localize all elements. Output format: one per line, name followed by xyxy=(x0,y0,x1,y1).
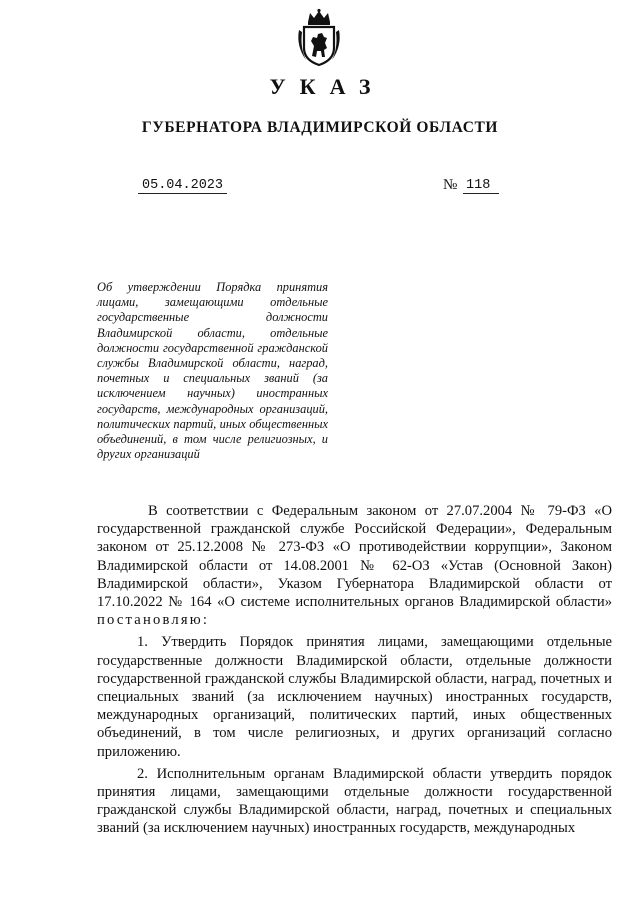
decree-date: 05.04.2023 xyxy=(138,178,227,194)
decree-heading: Об утверждении Порядка принятия лицами, замещающими отдельные государственные должности Владимирской области, отдельные должности государственной гражданской службы Владимирской области, наград, почетных и специальных званий (за исключением научных) иностранных государств, международных организаций, политических партий, иных общественных объединений, в том числе религиозных, и других организаций xyxy=(97,280,328,462)
document-subtitle: ГУБЕРНАТОРА ВЛАДИМИРСКОЙ ОБЛАСТИ xyxy=(141,119,499,136)
item-1-paragraph: 1. Утвердить Порядок принятия лицами, замещающими отдельные государственные должности Владимирской области, отдельные должности государственной гражданской службы Владимирской области, наград, почетных и специальных званий (за исключением научных) иностранных государств, международных организаций, политических партий, иных общественных объединений, в том числе религиозных, и других организаций согласно приложению. xyxy=(97,634,612,760)
preamble-paragraph xyxy=(97,502,612,629)
decree-number: 118 xyxy=(463,178,499,194)
preamble-text: В соответствии с Федеральным законом от 27.07.2004 № 79-ФЗ «О государственной гражданской службе Российской Федерации», Федеральным законом от 25.12.2008 № 273-ФЗ «О противодействии коррупции», Законом Владимирской области от 14.08.2001 № 62-ОЗ «Устав (Основной Закон) Владимирской области», Указом Губернатора Владимирской области от 17.10.2022 № 164 «О системе исполнительных органов Владимирской области» xyxy=(97,503,612,611)
decree-word: постановляю: xyxy=(97,612,210,629)
item-2-paragraph: 2. Исполнительным органам Владимирской области утвердить порядок принятия лицами, замещающими отдельные должности государственной гражданской службы Владимирской области, наград, почетных и специальных званий (за исключением научных) иностранных государств, международных xyxy=(97,765,612,837)
document-title: УКАЗ xyxy=(269,74,385,99)
decree-body xyxy=(97,502,612,842)
coat-of-arms-icon xyxy=(296,8,342,68)
number-sign: № xyxy=(443,177,458,193)
